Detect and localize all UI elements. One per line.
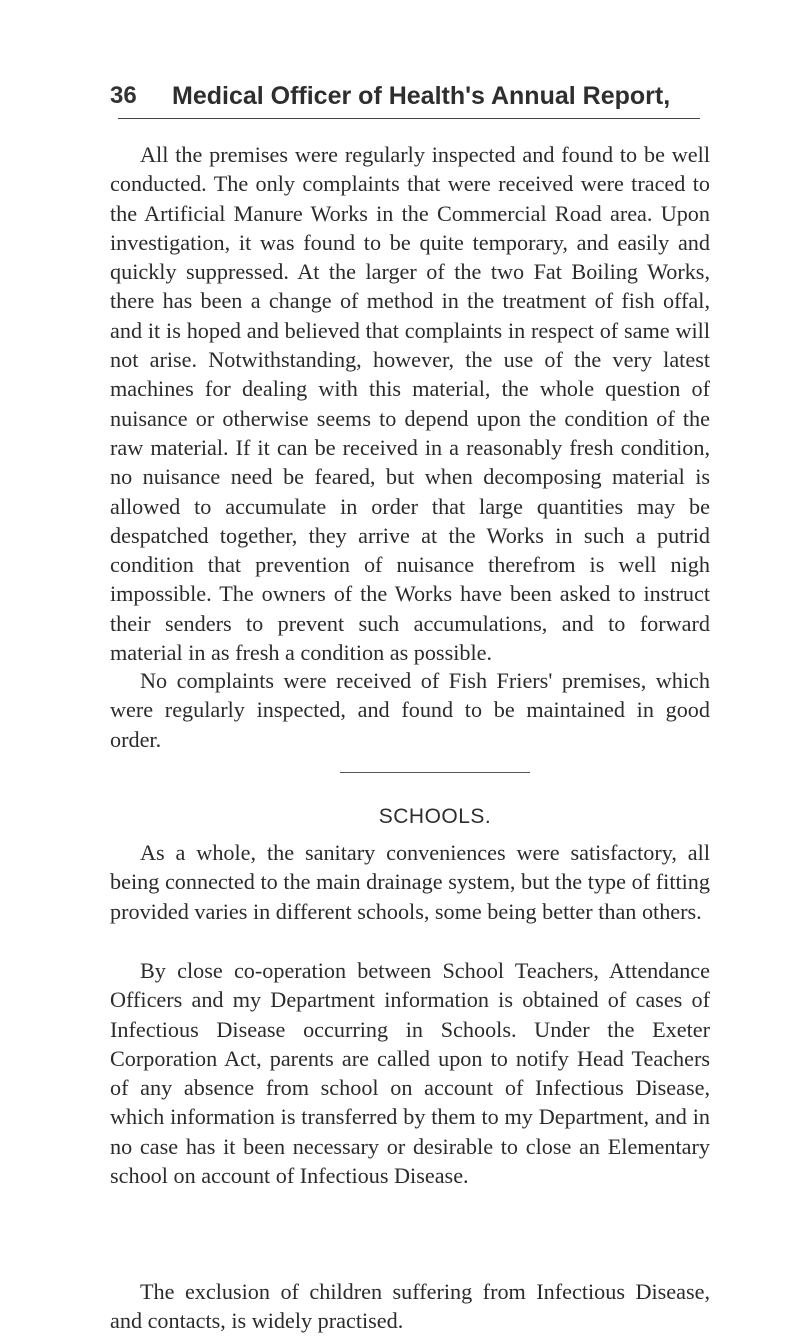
section-heading-schools: SCHOOLS. <box>378 805 492 828</box>
paragraph-fish-friers: No complaints were received of Fish Friers' premises, which were regularly inspected, and found to be maintained in good order. <box>110 668 710 752</box>
paragraph-sanitary-conveniences: As a whole, the sanitary conveniences were satisfactory, all being connected to the main drainage system, but the type of fitting provided varies in different schools, some being better than others. <box>110 840 710 924</box>
page-number: 36 <box>110 82 137 109</box>
paragraph-infectious-disease-notification: By close co-operation between School Teachers, Attendance Officers and my Department information is obtained of cases of Infectious Disease occurring in Schools. Under the Exeter Corporation Act, parents are called upon to notify Head Teachers of any absence from school on account of Infectious Disease, which information is transferred by them to my Department, and in no case has it been necessary or desirable to close an Elementary school on account of Infectious Disease. <box>110 958 710 1189</box>
header-rule <box>118 118 700 119</box>
running-header <box>110 82 710 122</box>
paragraph-exclusion-of-children: The exclusion of children suffering from Infectious Disease, and contacts, is widely practised. <box>110 1279 710 1334</box>
header-title: Medical Officer of Health's Annual Report, <box>172 82 671 110</box>
paragraph-offensive-trades: All the premises were regularly inspected and found to be well conducted. The only complaints that were received were traced to the Artificial Manure Works in the Commercial Road area. Upon investigation, it was found to be quite temporary, and easily and quickly suppressed. At the larger of the two Fat Boiling Works, there has been a change of method in the treatment of fish offal, and it is hoped and believed that complaints in respect of same will not arise. Notwithstanding, however, the use of the very latest machines for dealing with this material, the whole question of nuisance or otherwise seems to depend upon the condition of the raw material. If it can be received in a reasonably fresh condition, no nuisance need be feared, but when decomposing material is allowed to accumulate in order that large quantities may be despatched together, they arrive at the Works in such a putrid condition that prevention of nuisance therefrom is well nigh impossible. The owners of the Works have been asked to instruct their senders to prevent such accumulations, and to forward material in as fresh a condition as possible. <box>110 142 710 666</box>
section-divider <box>340 772 530 773</box>
